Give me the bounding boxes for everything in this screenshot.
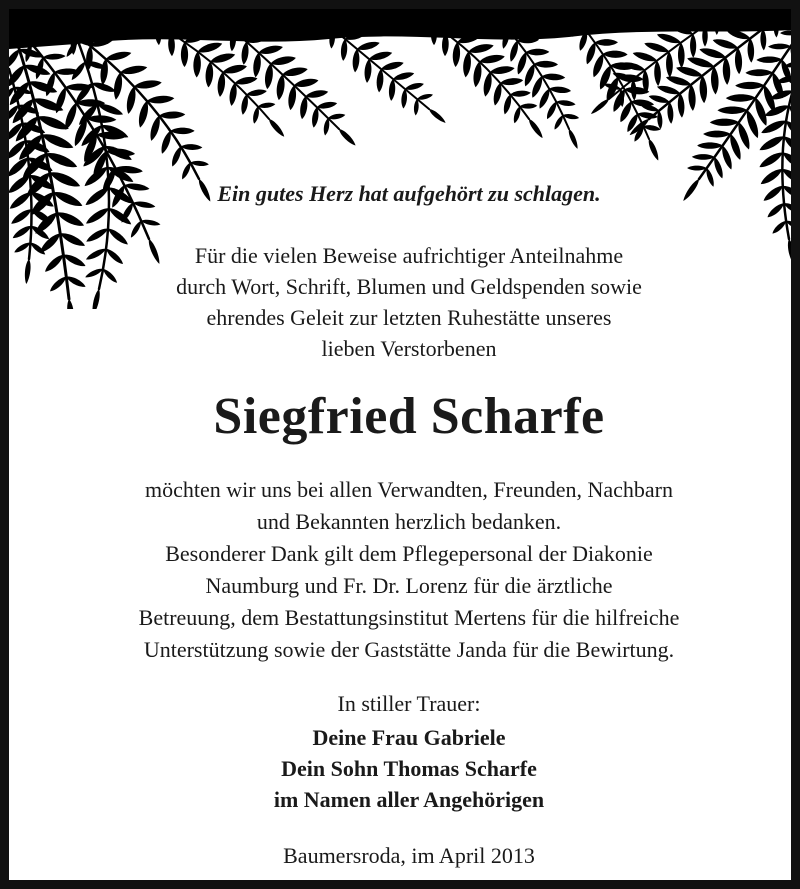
intro-line: lieben Verstorbenen	[321, 336, 497, 361]
thanks-line: Naumburg und Fr. Dr. Lorenz für die ärztliche	[205, 573, 613, 598]
mourning-label: In stiller Trauer:	[337, 691, 481, 716]
thanks-line: möchten wir uns bei allen Verwandten, Freunden, Nachbarn	[144, 477, 674, 502]
thanks-line: Betreuung, dem Bestattungsinstitut Mertens für die hilfreiche	[138, 605, 680, 630]
motto-line: Ein gutes Herz hat aufgehört zu schlagen.	[217, 181, 601, 206]
intro-line: Für die vielen Beweise aufrichtiger Anteilnahme	[194, 243, 624, 268]
thanks-line: und Bekannten herzlich bedanken.	[256, 509, 562, 534]
signer-line: im Namen aller Angehörigen	[273, 787, 545, 812]
deceased-name: Siegfried Scharfe	[213, 388, 605, 445]
intro-line: ehrendes Geleit zur letzten Ruhestätte unseres	[206, 305, 612, 330]
thanks-line: Unterstützung sowie der Gaststätte Janda für die Bewirtung.	[143, 637, 675, 662]
place-date: Baumersroda, im April 2013	[283, 843, 535, 868]
intro-line: durch Wort, Schrift, Blumen und Geldspenden sowie	[176, 274, 642, 299]
signer-line: Dein Sohn Thomas Scharfe	[281, 756, 537, 781]
signer-line: Deine Frau Gabriele	[312, 725, 506, 750]
thanks-line: Besonderer Dank gilt dem Pflegepersonal der Diakonie	[165, 541, 653, 566]
